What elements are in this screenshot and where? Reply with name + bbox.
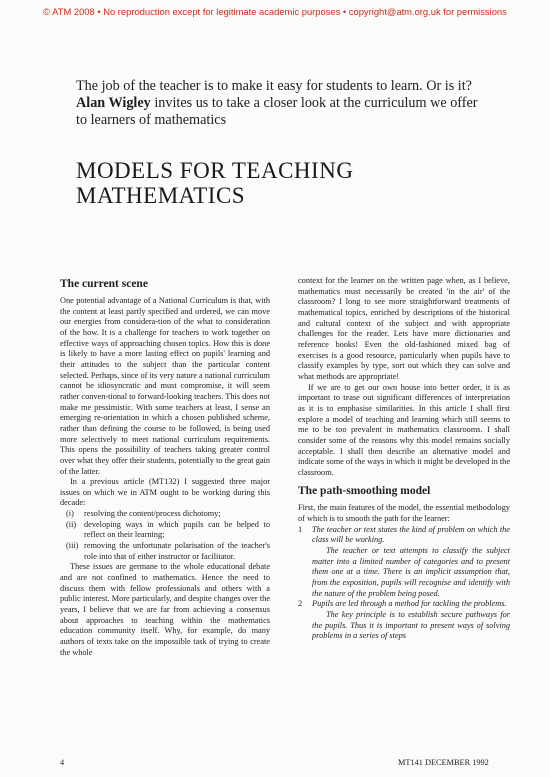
standfirst-line-3: to learners of mathematics: [76, 112, 227, 128]
section-heading-path-smoothing: The path-smoothing model: [298, 485, 431, 498]
author-name: Alan Wigley: [76, 95, 151, 111]
list-item: [298, 599, 510, 610]
article-standfirst: [76, 78, 516, 129]
copyright-notice: © ATM 2008 • No reproduction except for legitimate academic purposes • copyright@atm.org.uk for permissions: [43, 6, 507, 17]
list-item-text: The teacher or text states the kind of problem on which the class will be working.: [312, 524, 510, 545]
page-number: 4: [60, 758, 65, 767]
title-line-1: MODELS FOR TEACHING: [76, 158, 354, 183]
title-line-2: MATHEMATICS: [76, 183, 246, 208]
paragraph: One potential advantage of a National Curriculum is that, with the content at least partly specified and ordered, we can move our energies from considera-tion of the what to consideration of the how. It is a challenge for teachers to work together on effective ways of approaching chosen topics. How this is done is likely to have a more lasting effect on pupils' learning and their attitudes to the subject than the particular content selected. Perhaps, since of its very nature a national curriculum cannot be idiosyncratic and must compromise, it will seem rather conven-tional to forward-looking teachers. This does not make me pessimistic. With some teachers at least, I sense an emerging re-orientation in which a chosen published scheme, rather than defining the course to be followed, is being used more selectively to meet national curriculum requirements. This opens the possibility of teachers taking greater control over what they offer their students, potentially to the great gain of the latter.: [60, 296, 270, 476]
paragraph: context for the learner on the written page when, as I believe, mathematics must necessarily be created 'in the air' of the classroom? I long to see more straightforward treatments of mathematical topics, enriched by descriptions of the historical and cultural context of the subject and with appropriate challenges for the reader. Lets have more dictionaries and reference books! Even the old-fashioned mixed bag of exercises is a good resource, particularly when pupils have to classify examples by type, sort out which they can solve and what methods are appropriate!: [298, 276, 510, 381]
list-item: [298, 525, 510, 546]
list-item-text: removing the unfortunate polarisation of the teacher's role into that of either instructor or facilitator.: [84, 541, 270, 561]
issues-list: [60, 509, 270, 562]
list-item: [60, 520, 270, 541]
list-item-text: Pupils are led through a method for tackling the problems.: [312, 599, 507, 609]
list-item: [60, 509, 270, 520]
standfirst-line-1: The job of the teacher is to make it easy for students to learn. Or is it?: [76, 78, 472, 94]
list-item-detail: The key principle is to establish secure pathways for the pupils. Thus it is important to present ways of solving problems in a series of steps: [312, 610, 510, 641]
list-item-text: resolving the content/process dichotomy;: [84, 509, 221, 519]
list-number: 1: [298, 524, 303, 534]
list-item: [60, 541, 270, 562]
list-marker: (ii): [66, 519, 77, 529]
paragraph: First, the main features of the model, the essential methodology of which is to smooth the path for the learner:: [298, 503, 510, 524]
paragraph: These issues are germane to the whole educational debate and are not confined to mathematics. Hence the need to discuss them with fellow professionals and others with a public interest. More particularly, and despite changes over the years, I believe that we are far from achieving a consensus about approaches to teaching within the mathematics education community itself. Why, for example, do many authors of texts take on the impossible task of trying to create the whole: [60, 562, 270, 657]
issue-label: MT141 DECEMBER 1992: [398, 758, 489, 767]
left-column: [60, 276, 270, 658]
paragraph: If we are to get our own house into better order, it is as important to tease out significant differences of interpretation as it is to emphasise similarities. In this article I shall first explore a model of teaching and learning which still seems to me to be too prevalent in mathematics classrooms. I shall consider some of the reasons why this model remains socially acceptable. I shall then describe an alternative model and indicate some of the ways in which it might be developed in the classroom.: [298, 382, 510, 477]
article-title: [76, 158, 516, 208]
section-heading-current-scene: The current scene: [60, 278, 148, 290]
list-number: 2: [298, 599, 303, 609]
list-item-text: developing ways in which pupils can be helped to reflect on their learning;: [84, 519, 270, 540]
list-marker: (iii): [66, 541, 79, 551]
standfirst-line-2: [76, 95, 516, 112]
right-column: [298, 276, 510, 642]
list-marker: (i): [66, 509, 74, 519]
standfirst-line-2-rest: invites us to take a closer look at the curriculum we offer: [150, 95, 478, 111]
list-item-detail: The teacher or text attempts to classify the subject matter into a limited number of categories and to present them one at a time. There is an implicit assumption that, from the exposition, pupils will recognise and identify with the nature of the problem being posed.: [312, 546, 510, 598]
paragraph: In a previous article (MT132) I suggested three major issues on which we in ATM ought to be working during this decade:: [60, 477, 270, 508]
model-features-list: [298, 525, 510, 642]
